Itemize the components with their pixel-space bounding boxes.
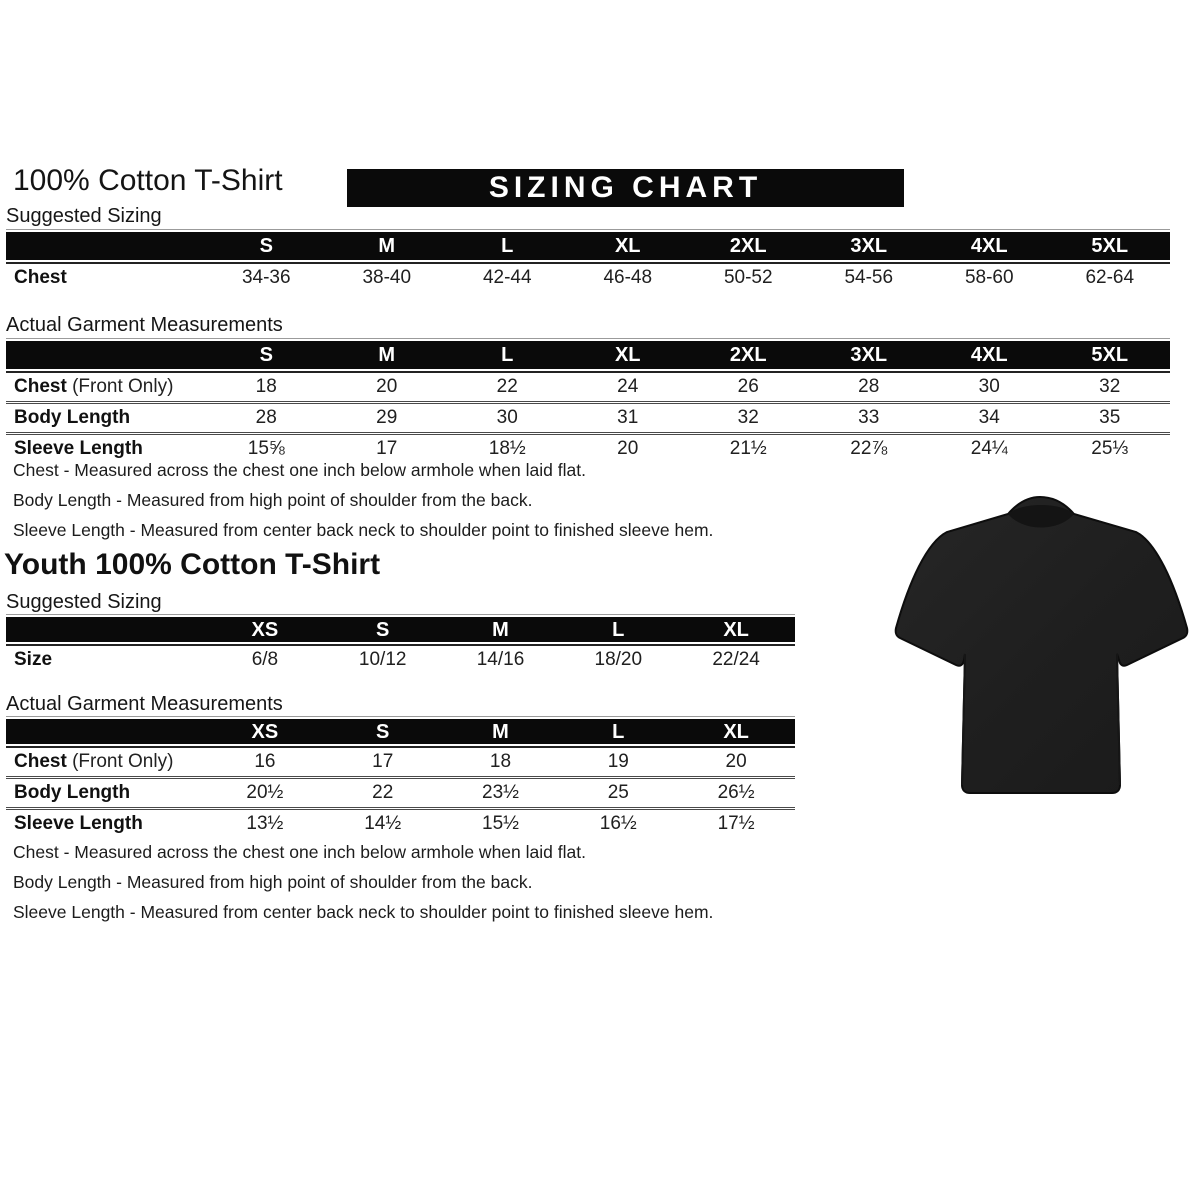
adult-title: 100% Cotton T-Shirt: [13, 164, 283, 197]
cell-value: 33: [858, 407, 880, 428]
cell-value: 10/12: [358, 649, 407, 670]
column-header: 4XL: [970, 235, 1008, 257]
note-line: Chest - Measured across the chest one inch below armhole when laid flat.: [13, 460, 586, 480]
sizing-chart-banner: [347, 169, 904, 207]
sizing-chart-banner-text: SIZING CHART: [488, 171, 763, 204]
cell-value: 22/24: [712, 649, 760, 670]
cell-value: 42-44: [482, 267, 532, 288]
adult-actual-measurements-label: Actual Garment Measurements: [6, 314, 283, 336]
cell-value: 18½: [488, 438, 526, 459]
column-header: L: [612, 618, 625, 641]
column-header: 2XL: [729, 235, 767, 257]
table-header-row: [6, 617, 795, 642]
column-header: XS: [251, 618, 279, 641]
column-header: 3XL: [850, 344, 888, 366]
cell-value: 50-52: [723, 267, 773, 288]
cell-value: 24¼: [970, 438, 1008, 459]
note-line: Body Length - Measured from high point of shoulder from the back.: [13, 490, 533, 510]
cell-value: 32: [1099, 376, 1121, 397]
cell-value: 20½: [246, 782, 284, 803]
cell-value: 46-48: [603, 267, 653, 288]
cell-value: 54-56: [844, 267, 894, 288]
column-header: 5XL: [1091, 344, 1129, 366]
cell-value: 14½: [364, 813, 402, 834]
cell-value: 14/16: [476, 649, 525, 670]
column-header: M: [378, 235, 396, 257]
cell-value: 28: [858, 376, 880, 397]
cell-value: 22: [496, 376, 518, 397]
column-header: 4XL: [970, 344, 1008, 366]
cell-value: 34-36: [241, 267, 291, 288]
tshirt-graphic: [883, 480, 1200, 810]
cell-value: 17: [372, 751, 394, 772]
cell-value: 25: [607, 782, 629, 803]
cell-value: 6/8: [251, 649, 279, 670]
column-header: L: [501, 344, 514, 366]
row-label: Chest: [14, 267, 67, 288]
cell-value: 16½: [599, 813, 637, 834]
column-header: L: [501, 235, 514, 257]
cell-value: 17: [376, 438, 398, 459]
row-label: Sleeve Length: [14, 438, 143, 459]
cell-value: 34: [978, 407, 1000, 428]
cell-value: 20: [617, 438, 639, 459]
column-header: S: [259, 344, 273, 366]
note-line: Body Length - Measured from high point of shoulder from the back.: [13, 872, 533, 892]
table-header-row: [6, 719, 795, 744]
cell-value: 30: [978, 376, 1000, 397]
cell-value: 35: [1099, 407, 1121, 428]
table-row: [6, 646, 795, 674]
column-header: 2XL: [729, 344, 767, 366]
table-header-row: [6, 341, 1170, 369]
row-label: Sleeve Length: [14, 813, 143, 834]
cell-value: 20: [376, 376, 398, 397]
column-header: XL: [723, 720, 749, 743]
row-label: Body Length: [14, 782, 131, 803]
column-header: XL: [723, 618, 749, 641]
cell-value: 22: [372, 782, 394, 803]
column-header: XS: [251, 720, 279, 743]
cell-value: 30: [496, 407, 518, 428]
table-row: [6, 432, 1170, 463]
cell-value: 16: [254, 751, 276, 772]
table-row: [6, 807, 795, 838]
cell-value: 24: [617, 376, 639, 397]
cell-value: 18: [489, 751, 512, 772]
cell-value: 18: [255, 376, 277, 397]
note-line: Sleeve Length - Measured from center back neck to shoulder point to finished sleeve hem.: [13, 902, 714, 922]
table-row: [6, 776, 795, 807]
cell-value: 38-40: [362, 267, 412, 288]
cell-value: 62-64: [1085, 267, 1135, 288]
table-row: [6, 401, 1170, 432]
table-row: [6, 748, 795, 776]
row-label: Size: [14, 649, 53, 670]
adult-suggested-sizing-label: Suggested Sizing: [6, 205, 162, 227]
cell-value: 23½: [482, 782, 519, 803]
table-row: [6, 373, 1170, 401]
cell-value: 15⅝: [247, 438, 285, 459]
column-header: M: [378, 344, 396, 366]
adult-actual-measurements-table: [6, 338, 1170, 463]
column-header: M: [492, 720, 509, 743]
youth-suggested-sizing-table: [6, 614, 795, 674]
column-header: 5XL: [1091, 235, 1129, 257]
note-line: Sleeve Length - Measured from center back neck to shoulder point to finished sleeve hem.: [13, 520, 714, 540]
youth-actual-measurements-label: Actual Garment Measurements: [6, 693, 283, 715]
row-label: Chest (Front Only): [14, 376, 174, 397]
column-header: 3XL: [850, 235, 888, 257]
column-header: S: [376, 618, 390, 641]
table-header-row: [6, 232, 1170, 260]
cell-value: 25⅓: [1091, 438, 1129, 459]
adult-suggested-sizing-table: [6, 229, 1170, 292]
cell-value: 26: [737, 376, 759, 397]
youth-title: Youth 100% Cotton T-Shirt: [4, 548, 381, 581]
youth-measurement-notes: [13, 842, 713, 923]
cell-value: 18/20: [594, 649, 643, 670]
row-label: Chest (Front Only): [14, 751, 174, 772]
cell-value: 19: [607, 751, 629, 772]
cell-value: 22⅞: [850, 438, 888, 459]
cell-value: 13½: [246, 813, 284, 834]
cell-value: 15½: [482, 813, 519, 834]
column-header: XL: [614, 344, 641, 366]
cell-value: 26½: [717, 782, 755, 803]
table-row: [6, 264, 1170, 292]
cell-value: 21½: [729, 438, 767, 459]
note-line: Chest - Measured across the chest one inch below armhole when laid flat.: [13, 842, 586, 862]
cell-value: 58-60: [964, 267, 1014, 288]
column-header: M: [492, 618, 509, 641]
column-header: L: [612, 720, 625, 743]
cell-value: 28: [255, 407, 277, 428]
adult-measurement-notes: [13, 460, 713, 541]
column-header: S: [376, 720, 390, 743]
cell-value: 17½: [717, 813, 755, 834]
black-tshirt-image: [883, 480, 1200, 810]
row-label: Body Length: [14, 407, 131, 428]
cell-value: 32: [737, 407, 759, 428]
cell-value: 31: [617, 407, 639, 428]
youth-suggested-sizing-label: Suggested Sizing: [6, 591, 162, 613]
youth-actual-measurements-table: [6, 716, 795, 838]
cell-value: 20: [725, 751, 747, 772]
cell-value: 29: [376, 407, 398, 428]
column-header: XL: [614, 235, 641, 257]
column-header: S: [259, 235, 273, 257]
